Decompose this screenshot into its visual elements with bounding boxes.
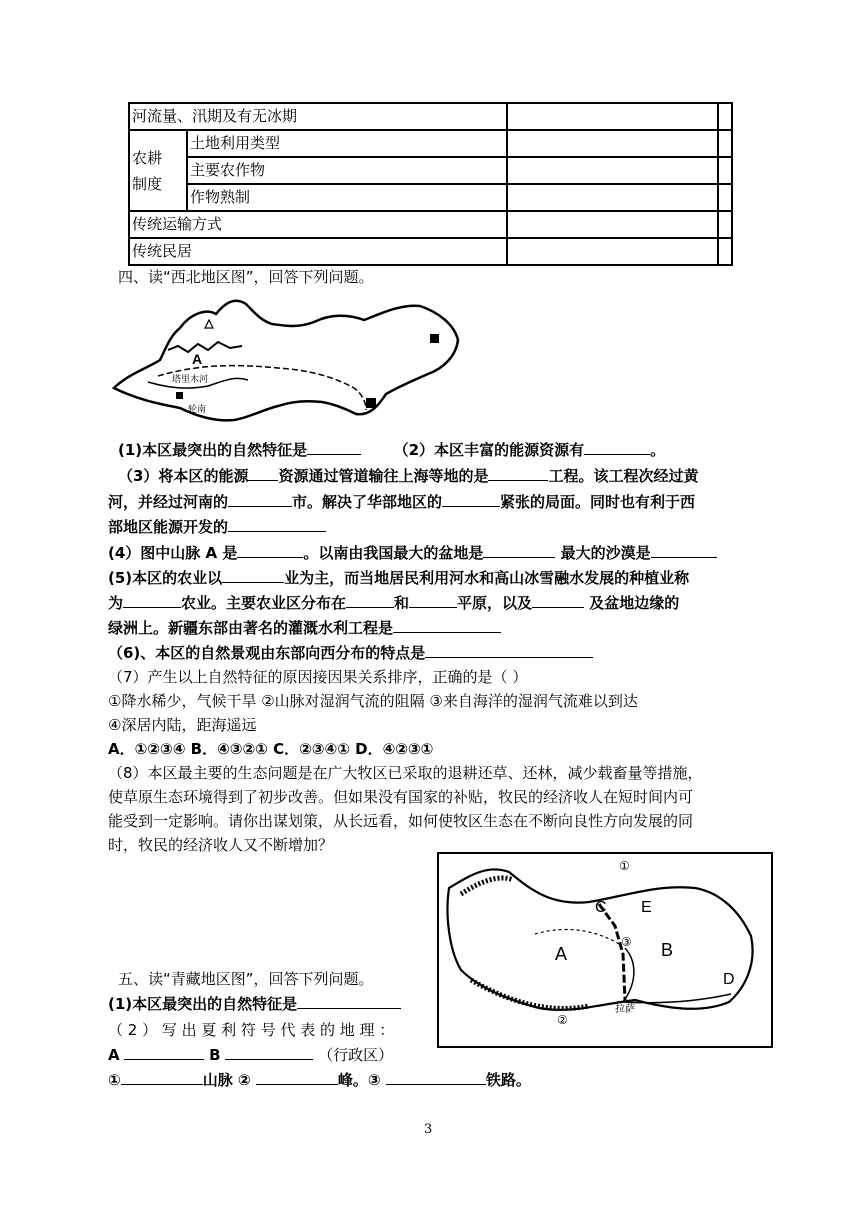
qingzang-map [437,852,773,1048]
answer-blank[interactable] [393,616,501,633]
answer-blank[interactable] [222,566,284,583]
table-row-label: 土地利用类型 [187,130,507,157]
q4-8-line1: （8）本区最主要的生态问题是在广大牧区已采取的退耕还草、还林，减少载畜量等措施， [108,764,703,782]
answer-table [128,102,733,266]
map-num-2: ② [557,1013,568,1027]
answer-blank[interactable] [225,1043,313,1060]
table-row-label: 传统运输方式 [129,211,507,238]
answer-blank[interactable] [532,591,584,608]
table-cell[interactable] [507,184,718,211]
answer-blank[interactable] [651,541,717,558]
table-cell[interactable] [507,211,718,238]
q5-1: (1)本区最突出的自然特征是 [108,992,401,1016]
table-cell[interactable] [507,103,718,130]
table-cell[interactable] [507,238,718,265]
answer-blank[interactable] [248,464,278,481]
mountain-range-a [168,342,242,352]
answer-blank[interactable] [237,541,303,558]
q4-3-line1: （3）将本区的能源 资源通过管道输往上海等地的是 工程。该工程次经过黄 [118,464,698,488]
q4-8-line3: 能受到一定影响。请你出谋划策，从长远看，如何使牧区生态在不断向良性方向发展的同 [108,812,694,830]
table-group-label: 农耕 制度 [129,130,187,211]
map-label-e: E [641,899,652,916]
map-num-1: ① [619,859,630,873]
mountain-range-1 [461,878,513,894]
map-label-d: D [723,971,735,988]
answer-blank[interactable] [409,591,457,608]
table-cell[interactable] [507,130,718,157]
answer-blank[interactable] [256,1068,338,1085]
q4-7-line2: ①降水稀少，气候干旱 ②山脉对湿润气流的阻隔 ③来自海洋的湿润气流难以到达 [108,692,638,710]
table-cell[interactable] [718,211,732,238]
provincial-boundary [623,948,731,1003]
answer-blank[interactable] [346,591,394,608]
table-cell[interactable] [718,130,732,157]
answer-blank[interactable] [386,1068,486,1085]
energy-symbol [430,334,439,343]
table-cell[interactable] [718,184,732,211]
q4-5-line2: 为 农业。主要农业区分布在 和 平原，以及 及盆地边缘的 [108,591,679,615]
q4-7-line3: ④深居内陆，距海遥远 [108,716,257,734]
map-label-c: C [595,899,607,916]
answer-blank[interactable] [123,591,181,608]
table-cell[interactable] [718,238,732,265]
page-number: 3 [424,1122,433,1137]
energy-symbol [176,392,183,399]
map-label-lhasa: 拉萨 [615,1004,635,1015]
region-outline [114,301,458,421]
q4-8-line4: 时，牧民的经济收人又不断增加？ [108,836,334,854]
answer-blank[interactable] [297,992,401,1009]
answer-blank[interactable] [121,1068,203,1085]
map-num-3: ③ [621,935,632,949]
mountain-range-2 [471,980,589,1008]
table-row-label: 作物熟制 [187,184,507,211]
q4-4: (4）图中山脉 A 是 。以南由我国最大的盆地是 最大的沙漠是 [108,541,717,565]
q4-3-line3: 部地区能源开发的 [108,515,326,539]
q4-1: (1)本区最突出的自然特征是 （2）本区丰富的能源资源有 。 [118,438,665,462]
q5-2-line2: A B （行政区） [108,1043,393,1067]
river-line [535,929,619,944]
section4-title: 四、读“西北地区图”，回答下列问题。 [118,268,374,286]
q4-5-line1: (5)本区的农业以 业为主，而当地居民利用河水和高山冰雪融水发展的种植业称 [108,566,689,590]
table-cell[interactable] [718,103,732,130]
q5-2: （ 2 ） 写 出 夏 利 符 号 代 表 的 地 理 ： [108,1021,395,1039]
q4-7: （7）产生以上自然特征的原因接因果关系排序，正确的是（ ） [108,668,528,686]
table-row-label: 河流量、汛期及有无冰期 [129,103,507,130]
q4-8-line2: 使草原生态环境得到了初步改善。但如果没有国家的补贴，牧民的经济收人在短时间内可 [108,788,694,806]
answer-blank[interactable] [228,515,326,532]
map-label-city: 轮南 [188,405,207,415]
answer-blank[interactable] [228,490,292,507]
region-outline [448,869,753,1009]
energy-symbol [366,398,376,408]
map-label-b: B [661,940,674,960]
answer-blank[interactable] [483,541,555,558]
table-row-label: 主要农作物 [187,157,507,184]
answer-blank[interactable] [425,641,593,658]
q5-2-line3: ① 山脉 ② 峰。③ 铁路。 [108,1068,531,1092]
table-cell[interactable] [507,157,718,184]
map-label-river: 塔里木河 [172,375,209,385]
mountain-icon [205,320,213,328]
railway-3 [599,904,625,1000]
q4-6: （6)、本区的自然景观由东部向西分布的特点是 [108,641,593,665]
map-label-a: A [192,351,203,367]
answer-blank[interactable] [584,438,650,455]
northwest-map [108,290,464,426]
answer-blank[interactable] [488,464,548,481]
q4-3-line2: 河，并经过河南的 市。解决了华部地区的 紧张的局面。同时也有利于西 [108,490,695,514]
table-cell[interactable] [718,157,732,184]
section5-title: 五、读“青藏地区图”，回答下列问题。 [118,970,374,988]
q4-5-line3: 绿洲上。新疆东部由著名的灌溉水利工程是 [108,616,501,640]
table-row-label: 传统民居 [129,238,507,265]
answer-blank[interactable] [124,1043,204,1060]
q4-7-options: A．①②③④ B．④③②① C．②③④① D．④②③① [108,740,434,758]
map-label-a: A [555,944,568,964]
answer-blank[interactable] [442,490,500,507]
answer-blank[interactable] [307,438,361,455]
